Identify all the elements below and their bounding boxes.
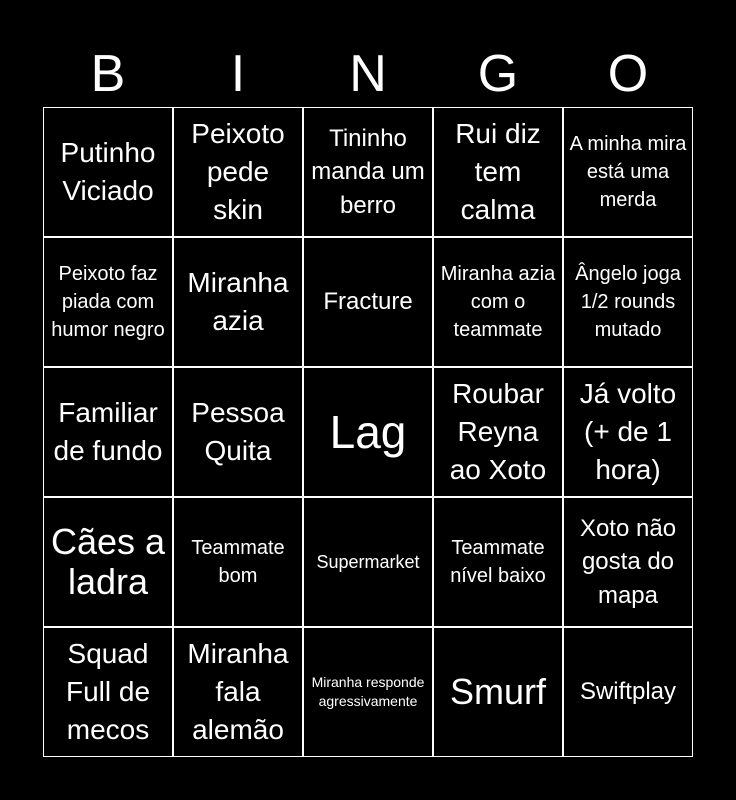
bingo-cell-text: Swiftplay [579,678,677,706]
header-letter-b: B [90,45,126,103]
bingo-cell[interactable] [563,367,693,497]
bingo-cell[interactable] [173,367,303,497]
bingo-cell[interactable] [173,107,303,237]
bingo-cell[interactable] [173,497,303,627]
bingo-cell[interactable] [303,367,433,497]
bingo-cell[interactable] [433,627,563,757]
bingo-cell-text: Supermarket [316,551,420,572]
bingo-cell[interactable] [173,627,303,757]
bingo-cell-text: Peixoto pede skin [191,117,285,226]
bingo-cell-text: Putinho Viciado [60,136,156,206]
bingo-cell[interactable] [43,237,173,367]
bingo-grid [43,107,693,757]
bingo-cell-text: Pessoa Quita [191,396,285,466]
bingo-cell-text: Miranha azia [187,266,289,336]
bingo-cell[interactable] [563,627,693,757]
bingo-cell-text: Miranha responde agressivamente [311,674,425,709]
bingo-cell[interactable] [43,627,173,757]
bingo-cell[interactable] [433,497,563,627]
header-letter-o: O [607,45,649,103]
bingo-cell-text: Ângelo joga 1/2 rounds mutado [575,263,681,341]
bingo-cell-text: Rui diz tem calma [455,117,541,226]
bingo-cell-text: Teammate bom [191,537,285,587]
bingo-cell-text: A minha mira está uma merda [569,133,687,211]
bingo-cell[interactable] [563,107,693,237]
bingo-cell[interactable] [563,237,693,367]
header-letter-g: G [477,45,519,103]
header-letter-n: N [349,45,387,103]
header-letter-i: I [230,45,246,103]
bingo-cell-text: Fracture [323,288,413,316]
bingo-cell-text: Teammate nível baixo [450,537,546,587]
bingo-cell[interactable] [563,497,693,627]
bingo-cell[interactable] [433,367,563,497]
bingo-cell-text: Xoto não gosta do mapa [579,514,677,609]
bingo-cell[interactable] [173,237,303,367]
bingo-cell-text: Miranha azia com o teammate [440,263,556,341]
bingo-cell-text: Familiar de fundo [53,396,163,466]
bingo-cell-text: Cães a ladra [50,521,166,602]
bingo-cell[interactable] [303,237,433,367]
bingo-cell[interactable] [303,497,433,627]
bingo-cell-text: Lag [329,405,407,458]
bingo-cell-text: Tininho manda um berro [311,124,425,219]
bingo-cell-text: Já volto (+ de 1 hora) [579,377,677,486]
bingo-cell[interactable] [43,367,173,497]
bingo-cell[interactable] [43,107,173,237]
bingo-cell-text: Squad Full de mecos [65,637,151,746]
bingo-cell[interactable] [303,627,433,757]
bingo-cell-text: Roubar Reyna ao Xoto [449,377,547,486]
bingo-cell[interactable] [303,107,433,237]
bingo-cell[interactable] [433,237,563,367]
bingo-cell-text: Peixoto faz piada com humor negro [51,263,165,341]
bingo-header [43,40,693,108]
bingo-cell[interactable] [43,497,173,627]
bingo-cell-text: Miranha fala alemão [187,637,289,746]
bingo-cell[interactable] [433,107,563,237]
bingo-cell-text: Smurf [449,671,546,713]
